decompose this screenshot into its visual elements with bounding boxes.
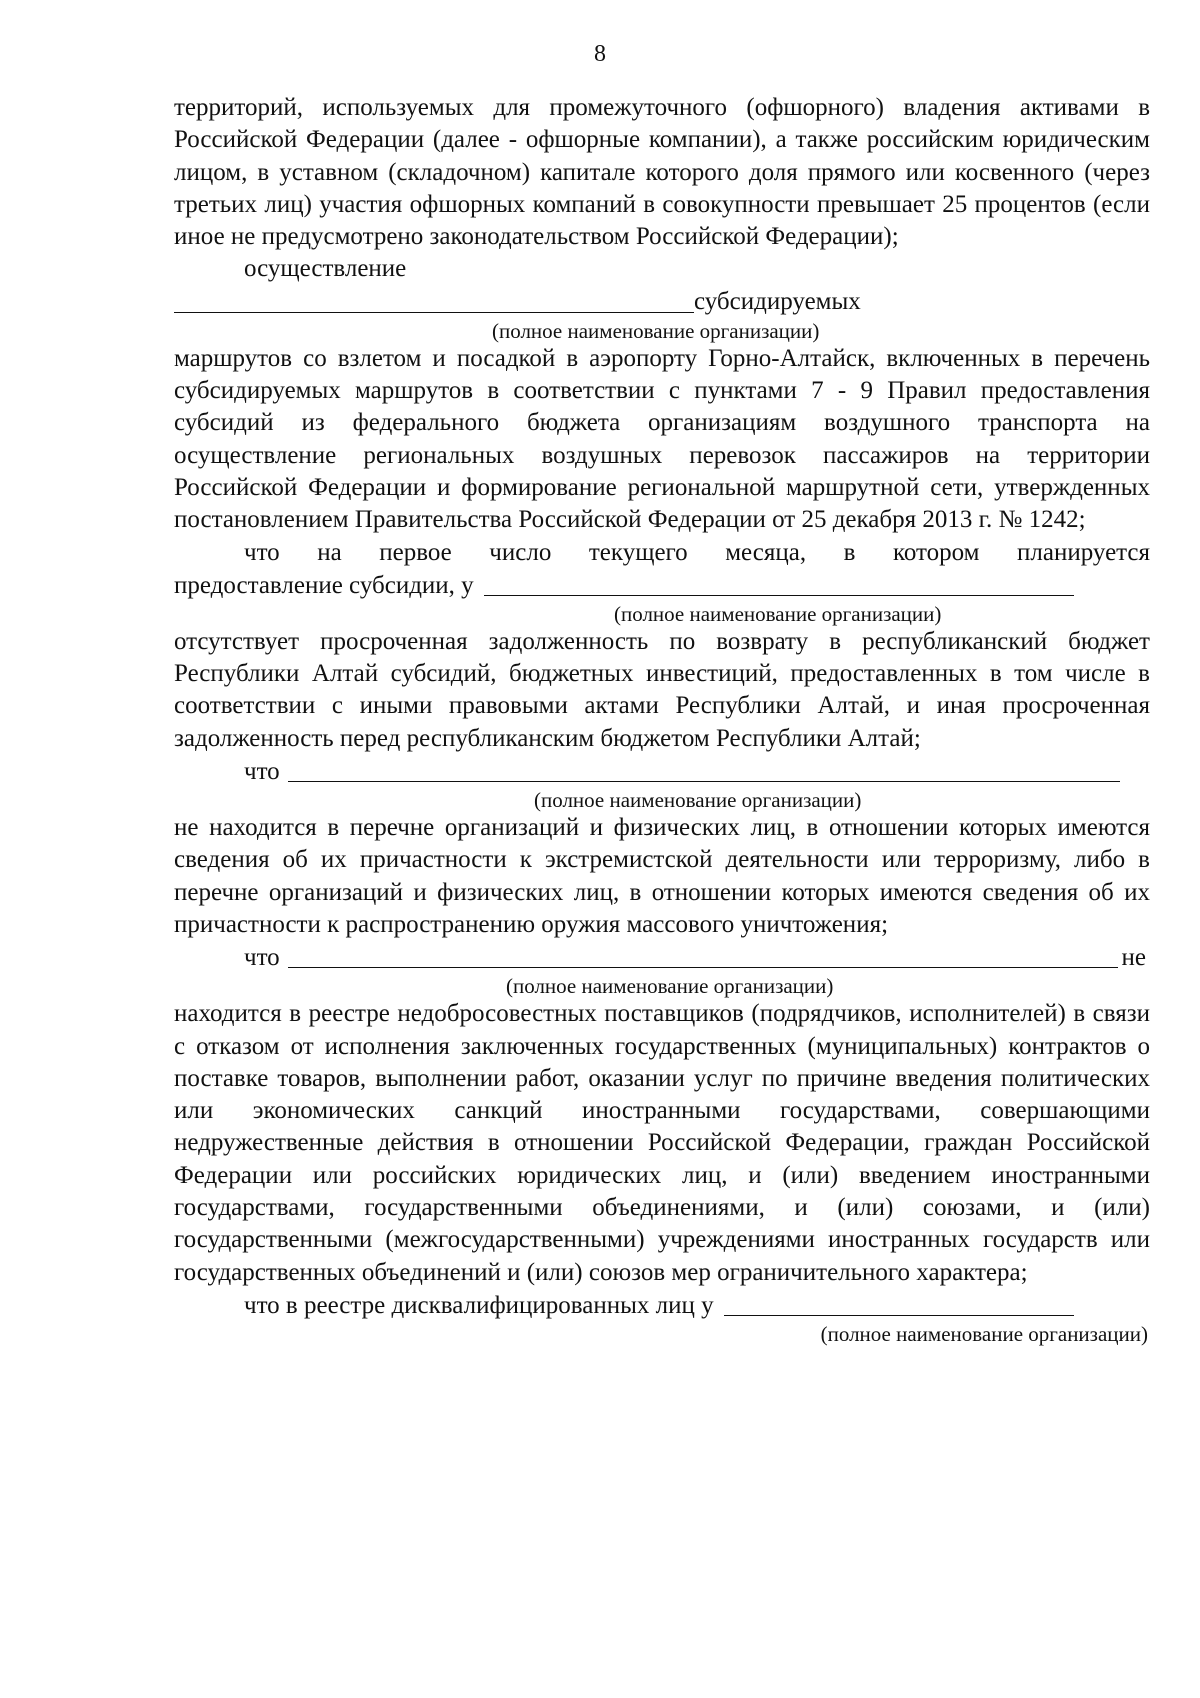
document-body — [174, 92, 1150, 1346]
line-org-name-5 — [174, 1289, 1150, 1322]
blank-org-name-2 — [484, 569, 1074, 596]
line-org-name-1 — [174, 286, 1150, 319]
caption-org-name-5: (полное наименование организации) — [820, 1321, 1148, 1346]
word-chto-1: что — [244, 757, 280, 785]
blank-org-name-5 — [724, 1289, 1074, 1316]
blank-org-name-3 — [288, 755, 1120, 782]
caption-org-name-2: (полное наименование организации) — [614, 601, 942, 626]
paragraph-extremism: не находится в перечне организаций и физических лиц, в отношении которых имеются сведения об их причастности к экстремистской деятельности или терроризму, либо в перечне организаций и физических лиц, в отношении которых имеются сведения об их причастности к распространению оружия массового уничтожения; — [174, 814, 1150, 938]
word-chto-2: что — [244, 943, 280, 971]
caption-org-name-1: (полное наименование организации) — [492, 318, 820, 343]
paragraph-no-debt: отсутствует просроченная задолженность по возврату в республиканский бюджет Республики Алтай субсидий, бюджетных инвестиций, предоставленных в том числе в соответствии с иными правовыми актами Республики Алтай, и иная просроченная задолженность перед республиканским бюджетом Республики Алтай; — [174, 627, 1150, 752]
blank-org-name-1 — [174, 286, 694, 313]
line-osushchestvlenie: осуществление — [244, 255, 407, 283]
line-first-day: что на первое число текущего месяца, в котором планируется — [244, 538, 1150, 566]
paragraph-registry: находится в реестре недобросовестных поставщиков (подрядчиков, исполнителей) в связи с отказом от исполнения заключенных государственных (муниципальных) контрактов о поставке товаров, выполнении работ, оказании услуг по причине введения политических или экономических санкций иностранными государствами, совершающими недружественные действия в отношении Российской Федерации, граждан Российской Федерации или российских юридических лиц, и (или) введением иностранными государствами, государственными объединениями, и (или) союзами, и (или) государственными (межгосударственными) учреждениями иностранных государств или государственных объединений и (или) союзов мер ограничительного характера; — [174, 1000, 1150, 1286]
paragraph-routes: маршрутов со взлетом и посадкой в аэропорту Горно-Алтайск, включенных в перечень субсидируемых маршрутов в соответствии с пунктами 7 - 9 Правил предоставления субсидий из федерального бюджета организациям воздушного транспорта на осуществление региональных воздушных перевозок пассажиров на территории Российской Федерации и формирование региональной маршрутной сети, утвержденных постановлением Правительства Российской Федерации от 25 декабря 2013 г. № 1242; — [174, 344, 1150, 534]
caption-org-name-3: (полное наименование организации) — [534, 788, 862, 813]
line-org-name-4 — [174, 941, 1150, 974]
line-org-name-2 — [174, 569, 1150, 602]
word-ne: не — [1121, 943, 1146, 971]
paragraph-offshore: территорий, используемых для промежуточного (офшорного) владения активами в Российской Федерации (далее - офшорные компании), а также российским юридическим лицом, в уставном (складочном) капитале которого доля прямого или косвенного (через третьих лиц) участия офшорных компаний в совокупности превышает 25 процентов (если иное не предусмотрено законодательством Российской Федерации); — [174, 94, 1150, 251]
word-subsidiruemykh: субсидируемых — [694, 288, 861, 316]
line-org-name-3 — [174, 755, 1150, 788]
caption-org-name-4: (полное наименование организации) — [506, 974, 834, 999]
text-disqualified-registry: что в реестре дисквалифицированных лиц у — [244, 1291, 714, 1319]
blank-org-name-4 — [288, 941, 1118, 968]
text-subsidy-provision: предоставление субсидии, у — [174, 571, 474, 599]
page-number: 8 — [594, 41, 606, 67]
